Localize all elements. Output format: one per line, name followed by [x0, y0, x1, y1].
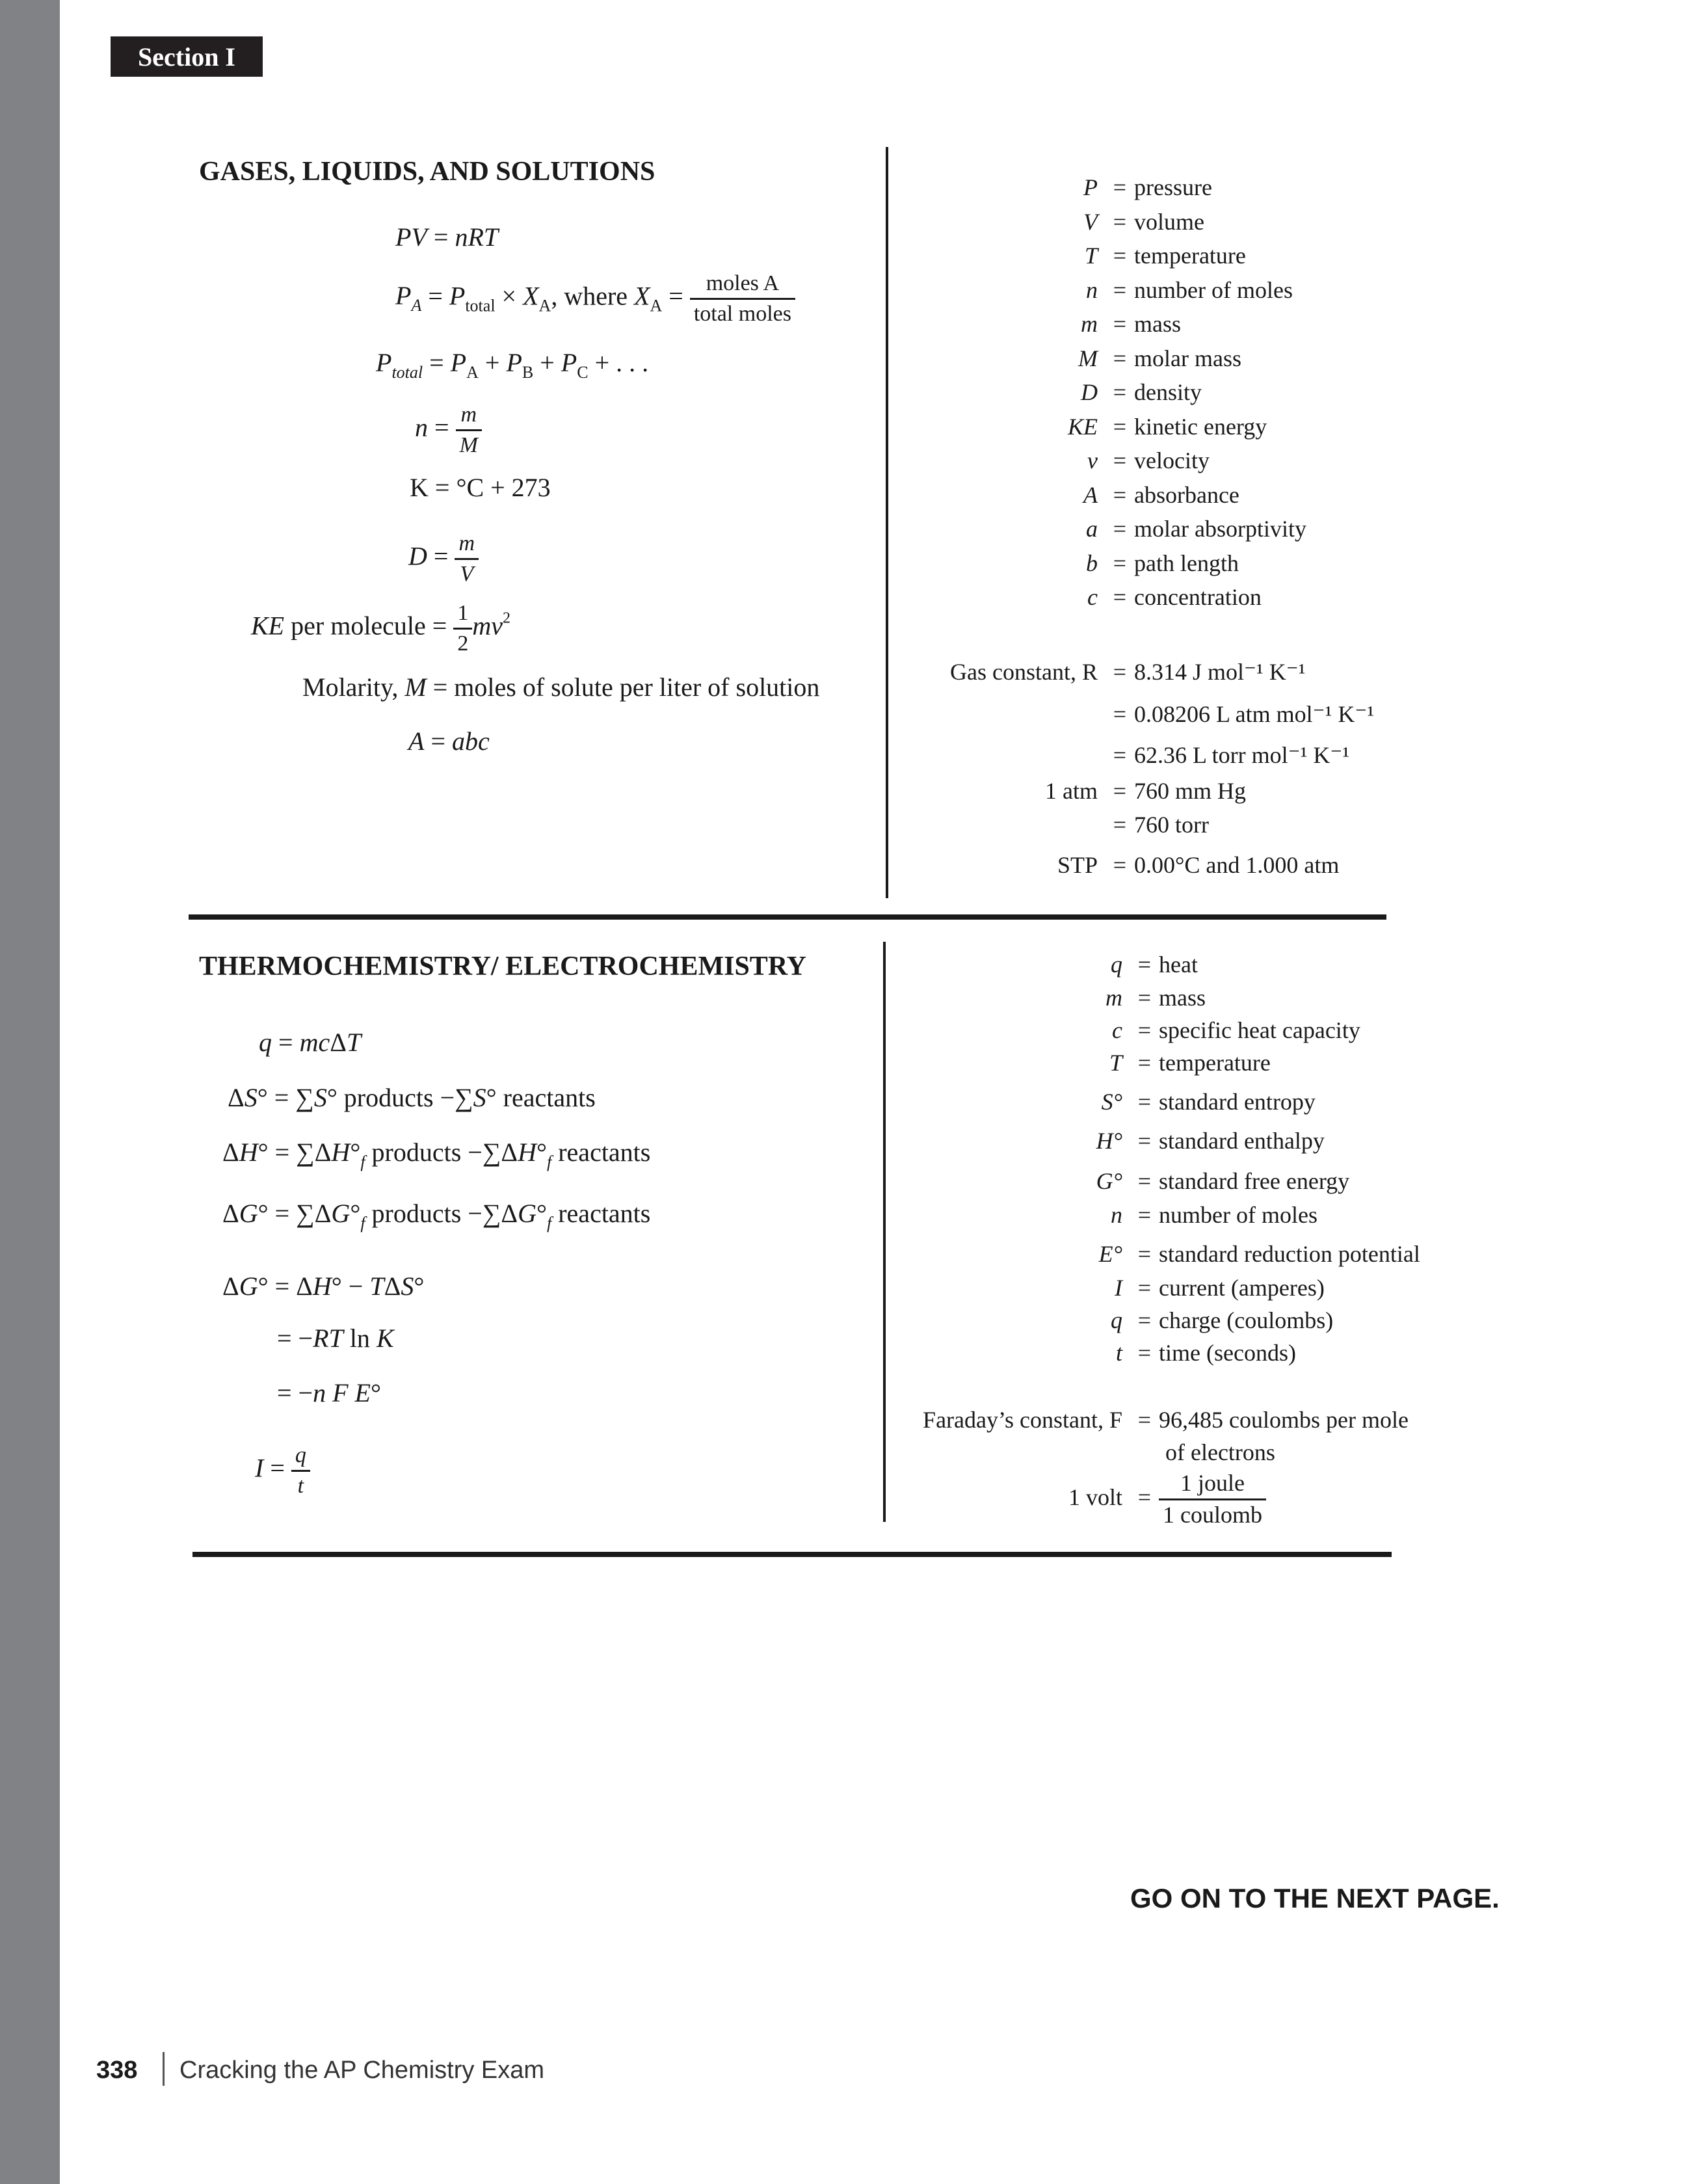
column-divider: [886, 147, 888, 898]
definition-symbol: P: [1083, 174, 1098, 200]
definition-text: time (seconds): [1159, 1340, 1296, 1366]
free-energy-change-formula: $\Delta G^\circ = \sum\Delta G^\circ_f$ products $-\sum\Delta G^\circ_f$ reactants: [222, 1199, 651, 1232]
constant-row: = 62.36 L torr mol⁻¹ K⁻¹: [1113, 742, 1350, 768]
definition-text: volume: [1134, 208, 1204, 235]
definition-row: P = pressure: [1083, 174, 1212, 200]
definition-symbol: H°: [1096, 1128, 1122, 1154]
definition-text: number of moles: [1159, 1202, 1317, 1228]
kinetic-energy-formula: KE per molecule = $\frac{1}{2}$ $mv^2$: [251, 601, 510, 656]
beer-lambert-law: A = abc: [408, 726, 490, 756]
definition-text: standard entropy: [1159, 1089, 1316, 1115]
constant-value: 0.08206 L atm mol⁻¹ K⁻¹: [1134, 701, 1375, 727]
definition-text: molar absorptivity: [1134, 516, 1306, 542]
definition-text: mass: [1134, 311, 1181, 337]
definition-symbol: KE: [1067, 413, 1098, 440]
constant-label: Gas constant, R: [950, 659, 1098, 685]
constant-label: STP: [1057, 852, 1098, 878]
total-pressure-formula: $P_{total} = P_A + P_B + P_C$ + . . .: [376, 348, 649, 382]
constant-value: 62.36 L torr mol⁻¹ K⁻¹: [1134, 742, 1350, 768]
definition-text: standard enthalpy: [1159, 1128, 1325, 1154]
definition-text: kinetic energy: [1134, 413, 1267, 440]
kelvin-conversion: K = °C + 273: [410, 473, 551, 502]
definition-row: v = velocity: [1087, 447, 1210, 473]
definition-text: density: [1134, 379, 1202, 405]
definition-symbol: V: [1083, 208, 1098, 235]
definition-row: b = path length: [1086, 550, 1239, 576]
definition-row: q = heat: [1111, 952, 1198, 978]
go-on-notice: GO ON TO THE NEXT PAGE.: [1130, 1883, 1500, 1913]
density-formula: D = $\frac{m}{V}$: [408, 532, 479, 585]
faraday-constant-cont: of electrons: [1165, 1439, 1275, 1465]
thermo-section-title: THERMOCHEMISTRY/ ELECTROCHEMISTRY: [199, 952, 807, 981]
constant-row: = 0.08206 L atm mol⁻¹ K⁻¹: [1113, 701, 1375, 727]
definition-symbol: c: [1112, 1017, 1122, 1043]
definition-symbol: v: [1087, 447, 1098, 473]
moles-formula: n = $\frac{m}{M}$: [415, 403, 482, 457]
definition-row: T = temperature: [1084, 243, 1246, 269]
definition-symbol: c: [1087, 584, 1098, 610]
constant-row: = 760 torr: [1113, 812, 1209, 838]
definition-row: E° = standard reduction potential: [1098, 1241, 1420, 1267]
definition-text: molar mass: [1134, 345, 1241, 371]
gibbs-electrochem: = −n F E°: [277, 1378, 381, 1407]
section-label: Section I: [111, 36, 263, 77]
definition-symbol: S°: [1101, 1089, 1122, 1115]
definition-symbol: b: [1086, 550, 1098, 576]
definition-symbol: t: [1115, 1340, 1122, 1366]
definition-symbol: n: [1111, 1202, 1122, 1228]
constant-value: 760 torr: [1134, 812, 1209, 838]
constant-row: Gas constant, R = 8.314 J mol⁻¹ K⁻¹: [950, 659, 1306, 685]
constant-value: 0.00°C and 1.000 atm: [1134, 852, 1340, 878]
definition-row: H° = standard enthalpy: [1096, 1128, 1325, 1154]
definition-row: c = concentration: [1087, 584, 1262, 610]
definition-row: S° = standard entropy: [1101, 1089, 1316, 1115]
constant-value: 8.314 J mol⁻¹ K⁻¹: [1134, 659, 1306, 685]
gibbs-equation: ΔG° = ΔH° − TΔS°: [222, 1272, 425, 1301]
definition-text: specific heat capacity: [1159, 1017, 1360, 1043]
definition-row: D = density: [1081, 379, 1202, 405]
ideal-gas-law: PV = nRT: [395, 222, 499, 252]
definition-text: standard free energy: [1159, 1168, 1350, 1194]
page-number: 338: [96, 2057, 138, 2084]
definition-text: standard reduction potential: [1159, 1241, 1420, 1267]
constant-label: 1 atm: [1045, 778, 1098, 804]
gases-section-title: GASES, LIQUIDS, AND SOLUTIONS: [199, 157, 655, 187]
definition-symbol: M: [1078, 345, 1098, 371]
current-formula: I = $\frac{q}{t}$: [255, 1444, 310, 1497]
definition-row: T = temperature: [1109, 1050, 1271, 1076]
definition-symbol: a: [1086, 516, 1098, 542]
definition-text: temperature: [1134, 243, 1246, 269]
definition-symbol: E°: [1098, 1241, 1122, 1267]
section-divider: [192, 1552, 1392, 1557]
definition-row: c = specific heat capacity: [1112, 1017, 1360, 1043]
definition-symbol: q: [1111, 952, 1122, 978]
section-divider: [189, 914, 1386, 920]
definition-symbol: m: [1105, 985, 1122, 1011]
definition-row: t = time (seconds): [1115, 1340, 1296, 1366]
definition-text: temperature: [1159, 1050, 1271, 1076]
definition-text: pressure: [1134, 174, 1212, 200]
definition-symbol: T: [1084, 243, 1098, 269]
molarity-definition: Molarity, M = moles of solute per liter of solution: [302, 673, 820, 702]
entropy-change-formula: ΔS° = ∑S° products −∑S° reactants: [228, 1083, 596, 1112]
definition-text: heat: [1159, 952, 1198, 978]
definition-text: mass: [1159, 985, 1206, 1011]
definition-row: A = absorbance: [1083, 481, 1239, 508]
constant-row: 1 atm = 760 mm Hg: [1045, 778, 1247, 804]
definition-symbol: A: [1083, 481, 1098, 508]
definition-symbol: m: [1081, 311, 1098, 337]
definition-text: concentration: [1134, 584, 1262, 610]
definition-row: n = number of moles: [1111, 1202, 1317, 1228]
column-divider: [883, 942, 886, 1522]
definition-symbol: D: [1081, 379, 1098, 405]
definition-text: velocity: [1134, 447, 1210, 473]
heat-formula: q = mcΔT: [259, 1028, 362, 1057]
definition-symbol: G°: [1096, 1168, 1122, 1194]
definition-symbol: q: [1111, 1307, 1122, 1333]
constant-value: 760 mm Hg: [1134, 778, 1247, 804]
page-sidebar: [0, 0, 60, 2184]
definition-row: q = charge (coulombs): [1111, 1307, 1334, 1333]
definition-row: M = molar mass: [1078, 345, 1241, 371]
gibbs-equilibrium: = −RT ln K: [277, 1324, 394, 1353]
definition-text: charge (coulombs): [1159, 1307, 1334, 1333]
definition-text: number of moles: [1134, 276, 1293, 303]
faraday-constant: Faraday’s constant, F = 96,485 coulombs per mole: [923, 1407, 1409, 1433]
definition-row: m = mass: [1081, 311, 1181, 337]
definition-row: KE = kinetic energy: [1067, 413, 1267, 440]
definition-row: m = mass: [1105, 985, 1206, 1011]
definition-row: n = number of moles: [1086, 276, 1293, 303]
definition-text: current (amperes): [1159, 1275, 1325, 1301]
definition-row: G° = standard free energy: [1096, 1168, 1350, 1194]
definition-text: path length: [1134, 550, 1239, 576]
definition-row: I = current (amperes): [1115, 1275, 1325, 1301]
definition-symbol: n: [1086, 276, 1098, 303]
enthalpy-change-formula: $\Delta H^\circ = \sum\Delta H^\circ_f$ products $-\sum\Delta H^\circ_f$ reactants: [222, 1138, 651, 1171]
footer-separator: [163, 2052, 165, 2086]
definition-symbol: T: [1109, 1050, 1122, 1076]
definition-row: V = volume: [1083, 208, 1204, 235]
constant-row: STP = 0.00°C and 1.000 atm: [1057, 852, 1340, 878]
book-title: Cracking the AP Chemistry Exam: [179, 2057, 545, 2084]
volt-definition: 1 volt = $\frac{\text{1 joule}}{\text{1 coulomb}}$: [1159, 1471, 1266, 1528]
definition-text: absorbance: [1134, 481, 1239, 508]
partial-pressure-formula: $P_A = P_{total} \times X_A$, where $X_A$ = $\frac{\text{moles A}}{\text{total moles}}$: [395, 272, 795, 325]
definition-row: a = molar absorptivity: [1086, 516, 1306, 542]
definition-symbol: I: [1115, 1275, 1122, 1301]
